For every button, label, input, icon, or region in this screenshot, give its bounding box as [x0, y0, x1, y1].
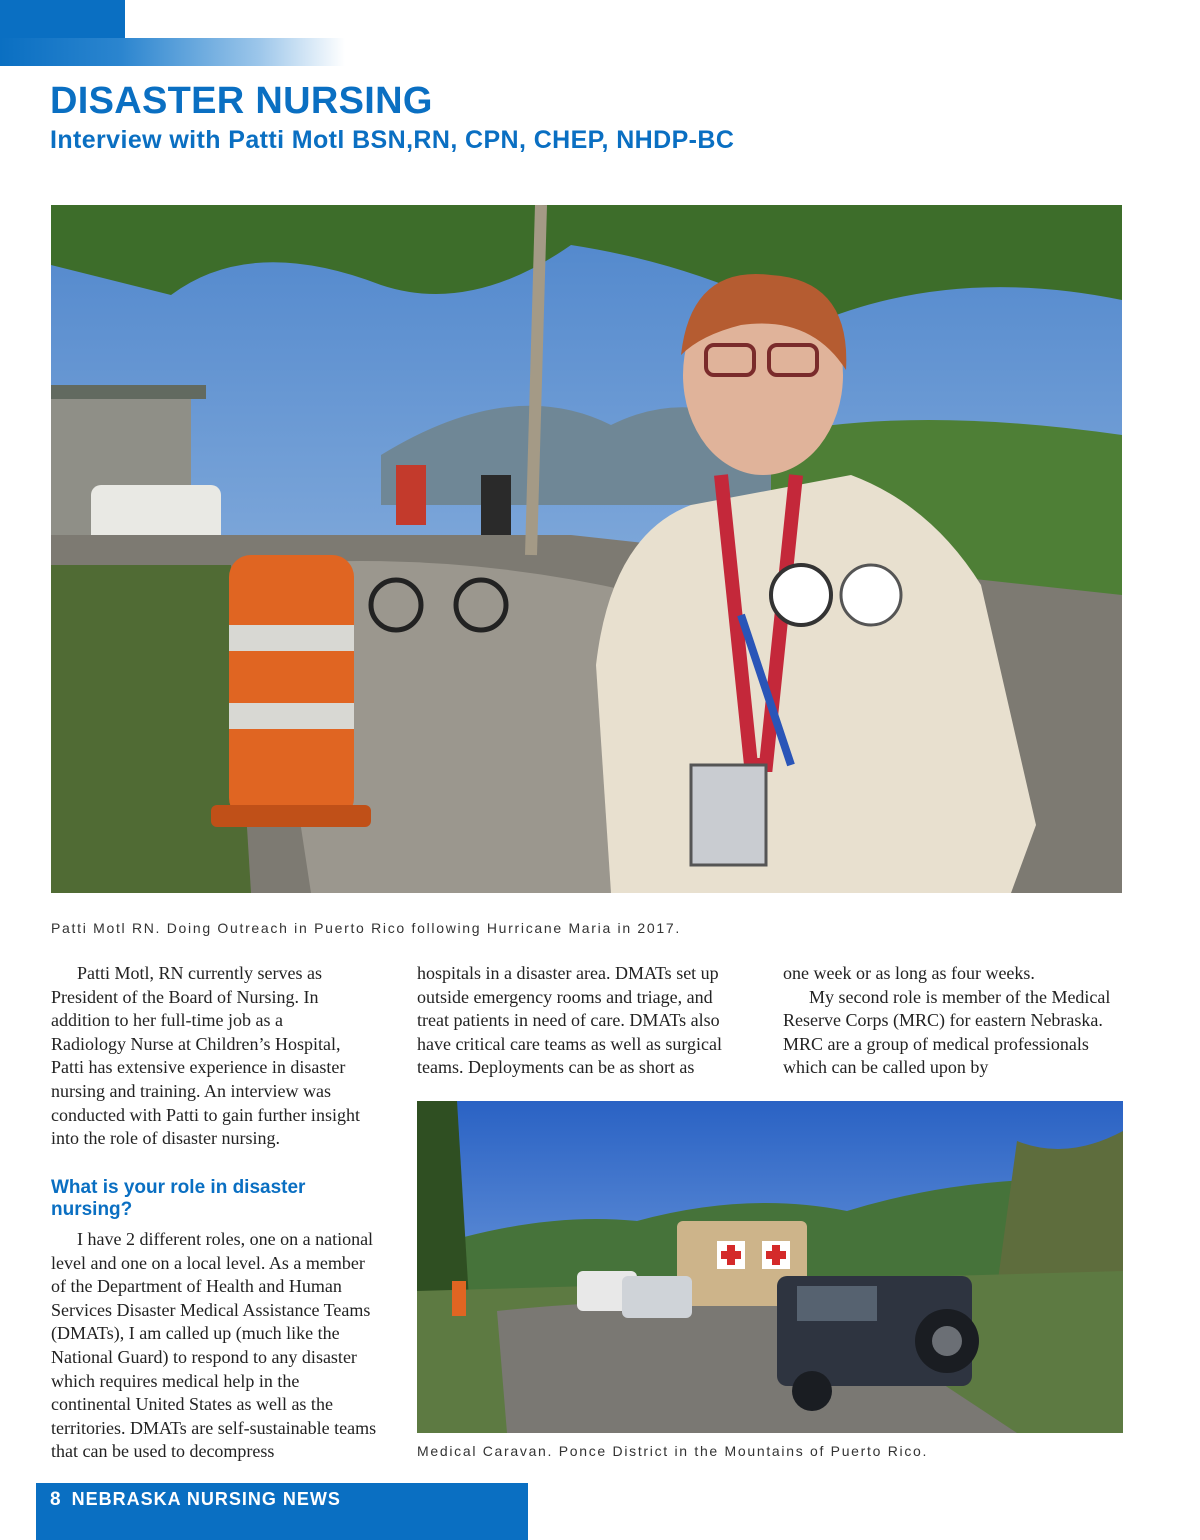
- footer-label: [50, 1489, 341, 1511]
- article-title: DISASTER NURSING: [50, 80, 433, 122]
- answer-column-3: [783, 962, 1123, 1080]
- article-subtitle: Interview with Patti Motl BSN,RN, CPN, CHEP, NHDP-BC: [50, 126, 735, 154]
- answer-column-1: [51, 1228, 381, 1464]
- answer-column-2: [417, 962, 747, 1080]
- answer-paragraph-1: I have 2 different roles, one on a national level and one on a local level. As a member of the Department of Health and Human Services Disaster Medical Assistance Teams (DMATs), I am called up (much like the National Guard) to respond to any disaster which requires medical help in the continental United States as well as the territories. DMATs are self-sustainable teams that can be used to decompress: [51, 1229, 377, 1462]
- article-intro-column: [51, 962, 361, 1151]
- answer-paragraph-3: one week or as long as four weeks.: [783, 963, 1035, 983]
- publication-name: NEBRASKA NURSING NEWS: [71, 1489, 341, 1509]
- photo-caption-outreach: Patti Motl RN. Doing Outreach in Puerto Rico following Hurricane Maria in 2017.: [51, 920, 681, 936]
- page-number: 8: [50, 1489, 62, 1510]
- intro-paragraph: Patti Motl, RN currently serves as President of the Board of Nursing. In addition to her full-time job as a Radiology Nurse at Children’s Hospital, Patti has extensive experience in disaster nursing and training. An interview was conducted with Patti to gain further insight into the role of disaster nursing.: [51, 963, 360, 1149]
- header-gradient-bar: [0, 38, 345, 66]
- question-heading: What is your role in disaster nursing?: [51, 1177, 306, 1220]
- caravan-photo: [417, 1101, 1123, 1433]
- page-footer: [36, 1483, 528, 1540]
- header-color-block: [0, 0, 125, 38]
- answer-paragraph-4: My second role is member of the Medical Reserve Corps (MRC) for eastern Nebraska. MRC are a group of medical professionals which can be called upon by: [783, 986, 1111, 1078]
- photo-caption-caravan: Medical Caravan. Ponce District in the Mountains of Puerto Rico.: [417, 1443, 929, 1459]
- answer-paragraph-2: hospitals in a disaster area. DMATs set up outside emergency rooms and triage, and treat patients in need of care. DMATs also have critical care teams as well as surgical teams. Deployments can be as short as: [417, 963, 723, 1078]
- outreach-photo: [51, 205, 1122, 893]
